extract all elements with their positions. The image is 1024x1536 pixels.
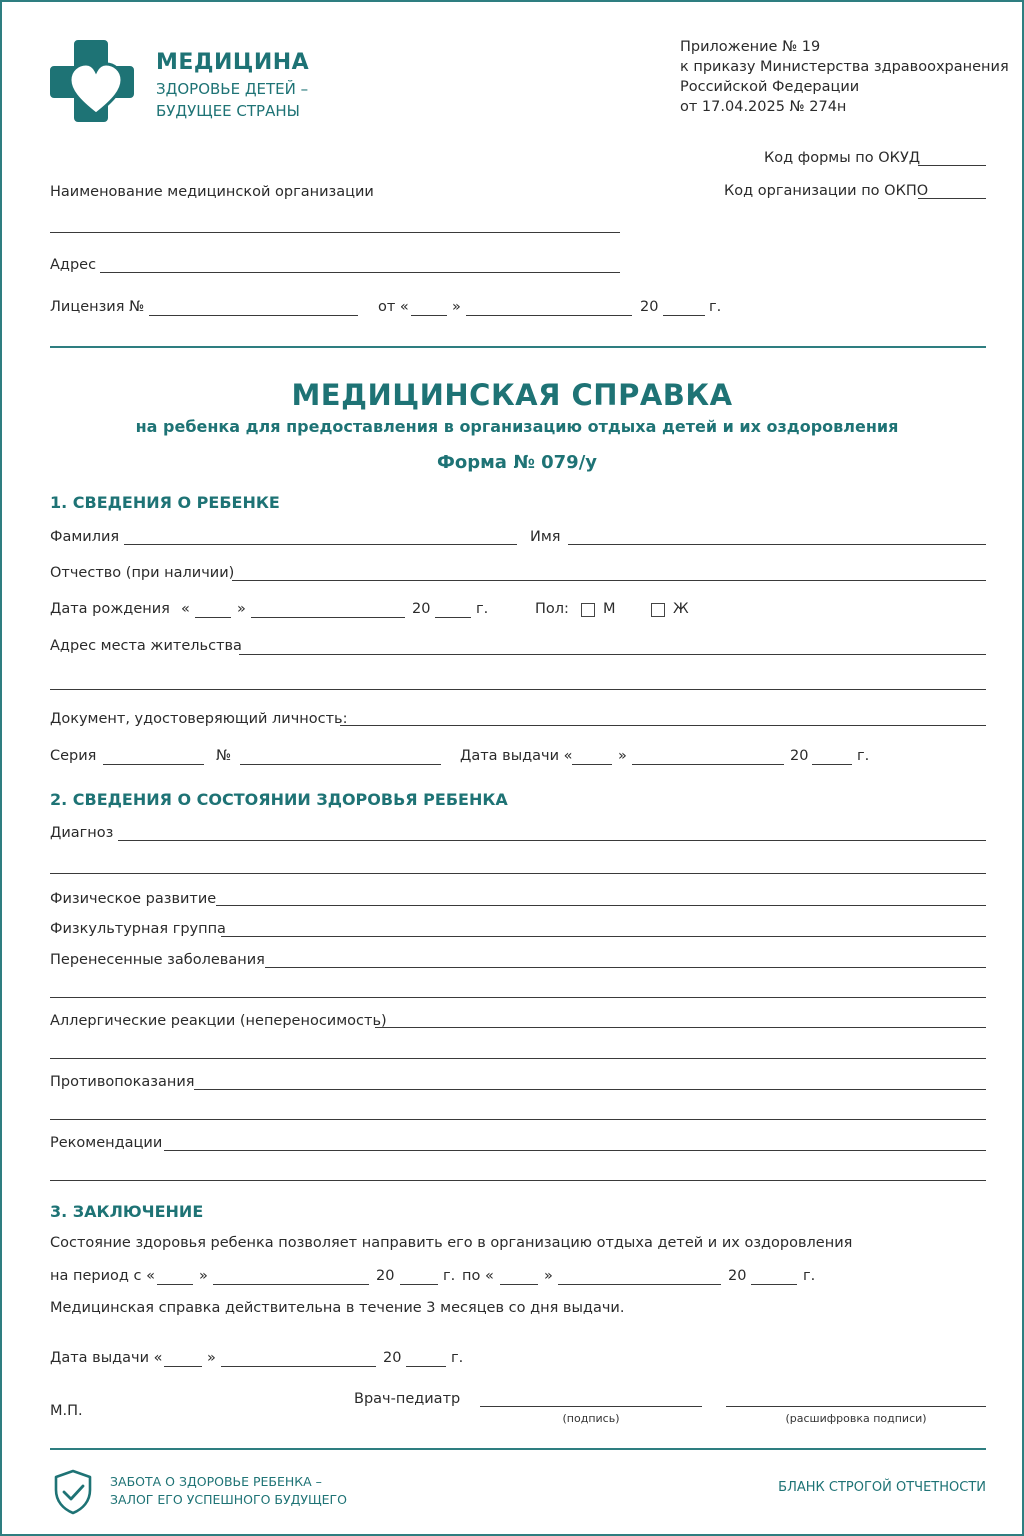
patronymic-label: Отчество (при наличии) bbox=[50, 565, 235, 581]
signature-decode-field[interactable] bbox=[726, 1406, 986, 1407]
header-divider bbox=[50, 346, 986, 348]
final-issue-month-field[interactable] bbox=[221, 1366, 376, 1367]
period-from-month-field[interactable] bbox=[213, 1284, 369, 1285]
physical-development-label: Физическое развитие bbox=[50, 891, 217, 907]
okud-label: Код формы по ОКУД bbox=[764, 150, 921, 166]
issue-year-field[interactable] bbox=[812, 764, 852, 765]
surname-label: Фамилия bbox=[50, 529, 120, 545]
year-suffix: г. bbox=[803, 1268, 816, 1284]
year-suffix: г. bbox=[476, 601, 489, 617]
period-from-label: на период с « bbox=[50, 1268, 155, 1284]
past-diseases-field[interactable] bbox=[265, 967, 986, 968]
name-label: Имя bbox=[530, 529, 561, 545]
period-to-label: по « bbox=[462, 1268, 494, 1284]
okpo-label: Код организации по ОКПО bbox=[724, 183, 929, 199]
org-name-field[interactable] bbox=[50, 232, 620, 233]
contraindications-field-line2[interactable] bbox=[50, 1119, 986, 1120]
year-suffix: г. bbox=[857, 748, 870, 764]
period-from-year-field[interactable] bbox=[400, 1284, 438, 1285]
contraindications-field[interactable] bbox=[194, 1089, 986, 1090]
sex-female-label: Ж bbox=[673, 601, 689, 617]
contraindications-label: Противопоказания bbox=[50, 1074, 195, 1090]
footer-slogan-line1: ЗАБОТА О ЗДОРОВЬЕ РЕБЕНКА – bbox=[110, 1474, 322, 1489]
series-field[interactable] bbox=[103, 764, 204, 765]
past-diseases-field-line2[interactable] bbox=[50, 997, 986, 998]
year-prefix: 20 bbox=[383, 1350, 402, 1366]
section1-heading: 1. СВЕДЕНИЯ О РЕБЕНКЕ bbox=[50, 493, 280, 512]
okud-field[interactable] bbox=[918, 165, 986, 166]
recommendations-label: Рекомендации bbox=[50, 1135, 163, 1151]
doc-number-label: № bbox=[216, 748, 232, 764]
period-to-month-field[interactable] bbox=[558, 1284, 721, 1285]
birth-year-field[interactable] bbox=[435, 617, 471, 618]
quote-close: » bbox=[452, 299, 461, 315]
logo-slogan-line1: ЗДОРОВЬЕ ДЕТЕЙ – bbox=[156, 80, 309, 98]
license-day-field[interactable] bbox=[411, 315, 447, 316]
year-prefix: 20 bbox=[728, 1268, 747, 1284]
year-suffix: г. bbox=[443, 1268, 456, 1284]
issue-day-field[interactable] bbox=[572, 764, 612, 765]
org-name-label: Наименование медицинской организации bbox=[50, 184, 374, 200]
page-subtitle: на ребенка для предоставления в организацию отдыха детей и их оздоровления bbox=[135, 417, 899, 436]
section2-heading: 2. СВЕДЕНИЯ О СОСТОЯНИИ ЗДОРОВЬЯ РЕБЕНКА bbox=[50, 790, 508, 809]
footer-divider bbox=[50, 1448, 986, 1450]
conclusion-statement: Состояние здоровья ребенка позволяет направить его в организацию отдыха детей и их оздоровления bbox=[50, 1235, 853, 1251]
diagnosis-field-line2[interactable] bbox=[50, 873, 986, 874]
page-title: МЕДИЦИНСКАЯ СПРАВКА bbox=[291, 378, 733, 412]
diagnosis-label: Диагноз bbox=[50, 825, 114, 841]
physical-development-field[interactable] bbox=[216, 905, 986, 906]
year-suffix: г. bbox=[709, 299, 722, 315]
sex-male-label: М bbox=[603, 601, 616, 617]
form-number: Форма № 079/у bbox=[436, 452, 598, 473]
series-label: Серия bbox=[50, 748, 97, 764]
pe-group-field[interactable] bbox=[221, 936, 986, 937]
signature-caption: (подпись) bbox=[562, 1412, 620, 1425]
strict-form-label: БЛАНК СТРОГОЙ ОТЧЕТНОСТИ bbox=[778, 1480, 986, 1495]
quote-close: » bbox=[199, 1268, 208, 1284]
year-suffix: г. bbox=[451, 1350, 464, 1366]
allergies-field-line2[interactable] bbox=[50, 1058, 986, 1059]
birth-month-field[interactable] bbox=[251, 617, 405, 618]
logo-title: МЕДИЦИНА bbox=[156, 50, 310, 75]
license-label: Лицензия № bbox=[50, 299, 145, 315]
residence-field-line2[interactable] bbox=[50, 689, 986, 690]
id-document-field[interactable] bbox=[340, 725, 986, 726]
id-document-label: Документ, удостоверяющий личность: bbox=[50, 711, 348, 727]
medical-cross-heart-icon bbox=[48, 36, 138, 126]
org-address-field[interactable] bbox=[100, 272, 620, 273]
recommendations-field-line2[interactable] bbox=[50, 1180, 986, 1181]
residence-label: Адрес места жительства bbox=[50, 638, 242, 654]
year-prefix: 20 bbox=[412, 601, 431, 617]
name-field[interactable] bbox=[568, 544, 986, 545]
appendix-line1: Приложение № 19 bbox=[680, 39, 821, 55]
pe-group-label: Физкультурная группа bbox=[50, 921, 226, 937]
signature-field[interactable] bbox=[480, 1406, 702, 1407]
license-month-field[interactable] bbox=[466, 315, 632, 316]
license-year-field[interactable] bbox=[663, 315, 705, 316]
sex-label: Пол: bbox=[535, 601, 569, 617]
issue-date-label: Дата выдачи « bbox=[460, 748, 573, 764]
sex-male-checkbox[interactable] bbox=[581, 603, 595, 617]
year-prefix: 20 bbox=[376, 1268, 395, 1284]
birth-date-label: Дата рождения bbox=[50, 601, 170, 617]
patronymic-field[interactable] bbox=[232, 580, 986, 581]
quote-open: « bbox=[181, 601, 190, 617]
stamp-label: М.П. bbox=[50, 1403, 83, 1419]
okpo-field[interactable] bbox=[918, 198, 986, 199]
quote-close: » bbox=[237, 601, 246, 617]
footer-slogan-line2: ЗАЛОГ ЕГО УСПЕШНОГО БУДУЩЕГО bbox=[110, 1492, 348, 1507]
final-issue-date-label: Дата выдачи « bbox=[50, 1350, 163, 1366]
period-to-year-field[interactable] bbox=[751, 1284, 797, 1285]
section3-heading: 3. ЗАКЛЮЧЕНИЕ bbox=[50, 1202, 204, 1221]
year-prefix: 20 bbox=[640, 299, 659, 315]
appendix-line3: Российской Федерации bbox=[680, 79, 860, 95]
issue-month-field[interactable] bbox=[632, 764, 784, 765]
period-from-day-field[interactable] bbox=[157, 1284, 193, 1285]
birth-day-field[interactable] bbox=[195, 617, 231, 618]
validity-note: Медицинская справка действительна в течение 3 месяцев со дня выдачи. bbox=[50, 1300, 625, 1316]
allergies-field[interactable] bbox=[375, 1027, 986, 1028]
appendix-line4: от 17.04.2025 № 274н bbox=[680, 99, 847, 115]
recommendations-field[interactable] bbox=[164, 1150, 986, 1151]
year-prefix: 20 bbox=[790, 748, 809, 764]
surname-field[interactable] bbox=[124, 544, 517, 545]
residence-field[interactable] bbox=[239, 654, 986, 655]
quote-close: » bbox=[618, 748, 627, 764]
final-issue-year-field[interactable] bbox=[406, 1366, 446, 1367]
logo-slogan-line2: БУДУЩЕЕ СТРАНЫ bbox=[156, 102, 300, 120]
doctor-label: Врач-педиатр bbox=[354, 1391, 461, 1407]
license-from-label: от « bbox=[378, 299, 409, 315]
past-diseases-label: Перенесенные заболевания bbox=[50, 952, 265, 968]
signature-decode-caption: (расшифровка подписи) bbox=[785, 1412, 927, 1425]
address-label: Адрес bbox=[50, 257, 97, 273]
doc-number-field[interactable] bbox=[240, 764, 441, 765]
license-number-field[interactable] bbox=[149, 315, 358, 316]
sex-female-checkbox[interactable] bbox=[651, 603, 665, 617]
quote-close: » bbox=[544, 1268, 553, 1284]
appendix-line2: к приказу Министерства здравоохранения bbox=[680, 59, 1009, 75]
period-to-day-field[interactable] bbox=[500, 1284, 538, 1285]
final-issue-day-field[interactable] bbox=[164, 1366, 202, 1367]
diagnosis-field[interactable] bbox=[118, 840, 986, 841]
shield-check-icon bbox=[52, 1468, 94, 1516]
quote-close: » bbox=[207, 1350, 216, 1366]
allergies-label: Аллергические реакции (непереносимость) bbox=[50, 1013, 387, 1029]
